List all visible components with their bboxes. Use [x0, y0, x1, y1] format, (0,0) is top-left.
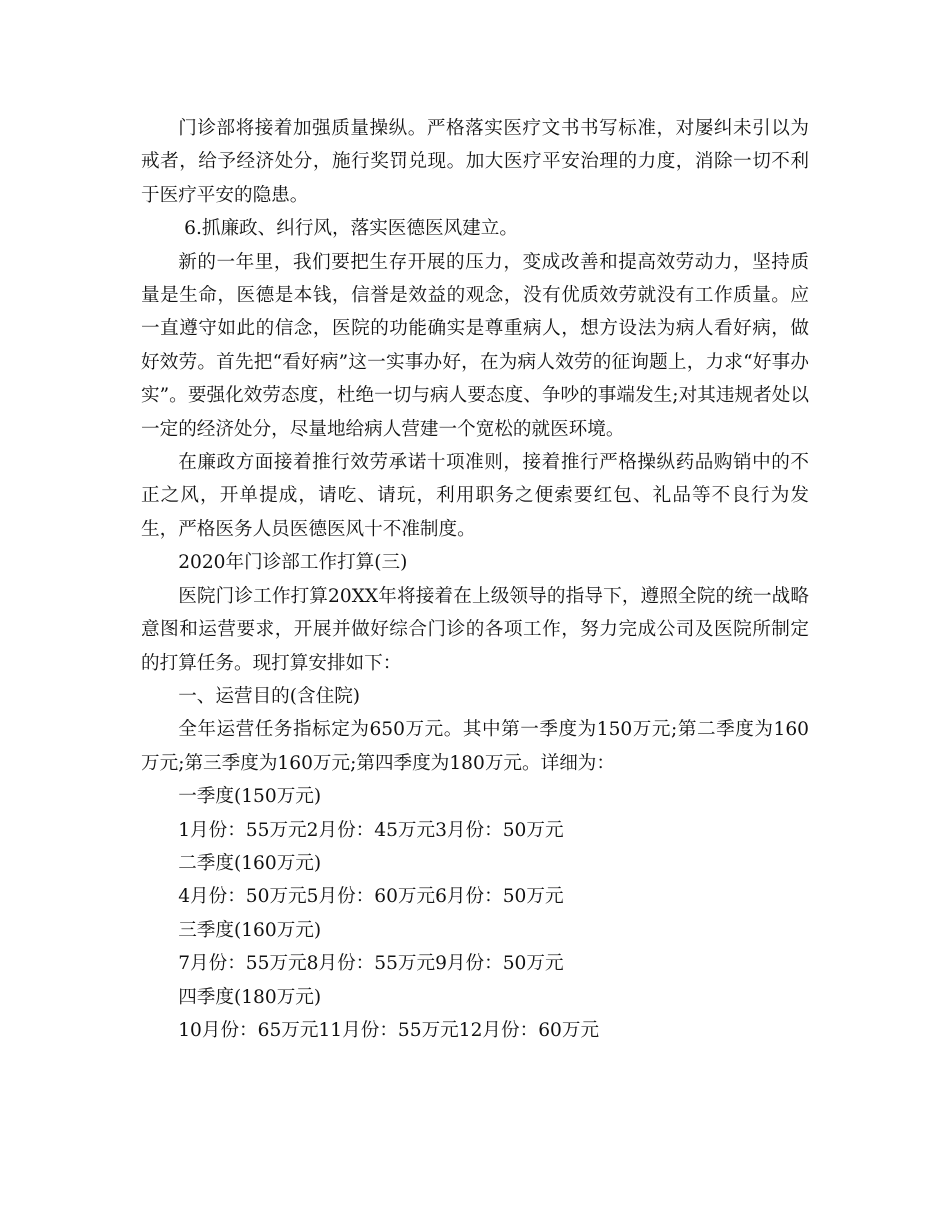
paragraph-plan-intro: 医院门诊工作打算20XX年将接着在上级领导的指导下，遵照全院的统一战略意图和运营要求，开展并做好综合门诊的各项工作，努力完成公司及医院所制定的打算任务。现打算安排如下： [141, 585, 809, 674]
quarter-2-heading: 二季度(160万元) [178, 852, 322, 874]
quarter-4-months: 10月份：65万元11月份：55万元12月份：60万元 [178, 1019, 600, 1041]
section-title-plan-three: 2020年门诊部工作打算(三) [178, 552, 408, 574]
paragraph-annual-target: 全年运营任务指标定为650万元。其中第一季度为150万元;第二季度为160万元;第三季度为160万元;第四季度为180万元。详细为： [141, 719, 809, 774]
quarter-2-months: 4月份：50万元5月份：60万元6月份：50万元 [178, 886, 564, 908]
document-body [141, 112, 809, 1047]
quarter-1-heading: 一季度(150万元) [178, 786, 322, 808]
paragraph-quality-control: 门诊部将接着加强质量操纵。严格落实医疗文书书写标准，对屡纠未引以为戒者，给予经济处分，施行奖罚兑现。加大医疗平安治理的力度，消除一切不利于医疗平安的隐患。 [141, 118, 809, 206]
quarter-3-heading: 三季度(160万元) [178, 919, 322, 941]
paragraph-integrity: 在廉政方面接着推行效劳承诺十项准则，接着推行严格操纵药品购销中的不正之风，开单提成，请吃、请玩，利用职务之便索要红包、礼品等不良行为发生，严格医务人员医德医风十不准制度。 [141, 452, 809, 540]
paragraph-new-year-service: 新的一年里，我们要把生存开展的压力，变成改善和提高效劳动力，坚持质量是生命，医德是本钱，信誉是效益的观念，没有优质效劳就没有工作质量。应一直遵守如此的信念，医院的功能确实是尊重病人，想方设法为病人看好病，做好效劳。首先把“看好病”这一实事办好，在为病人效劳的征询题上，力求“好事办实”。要强化效劳态度，杜绝一切与病人要态度、争吵的事端发生;对其违规者处以一定的经济处分，尽量地给病人营建一个宽松的就医环境。 [141, 251, 809, 440]
quarter-3-months: 7月份：55万元8月份：55万元9月份：50万元 [178, 953, 564, 975]
section-heading-operating-goals: 一、运营目的(含住院) [178, 685, 361, 707]
quarter-1-months: 1月份：55万元2月份：45万元3月份：50万元 [178, 819, 564, 841]
paragraph-item-6-heading: 6.抓廉政、纠行风，落实医德医风建立。 [178, 218, 518, 240]
quarter-4-heading: 四季度(180万元) [178, 986, 322, 1008]
